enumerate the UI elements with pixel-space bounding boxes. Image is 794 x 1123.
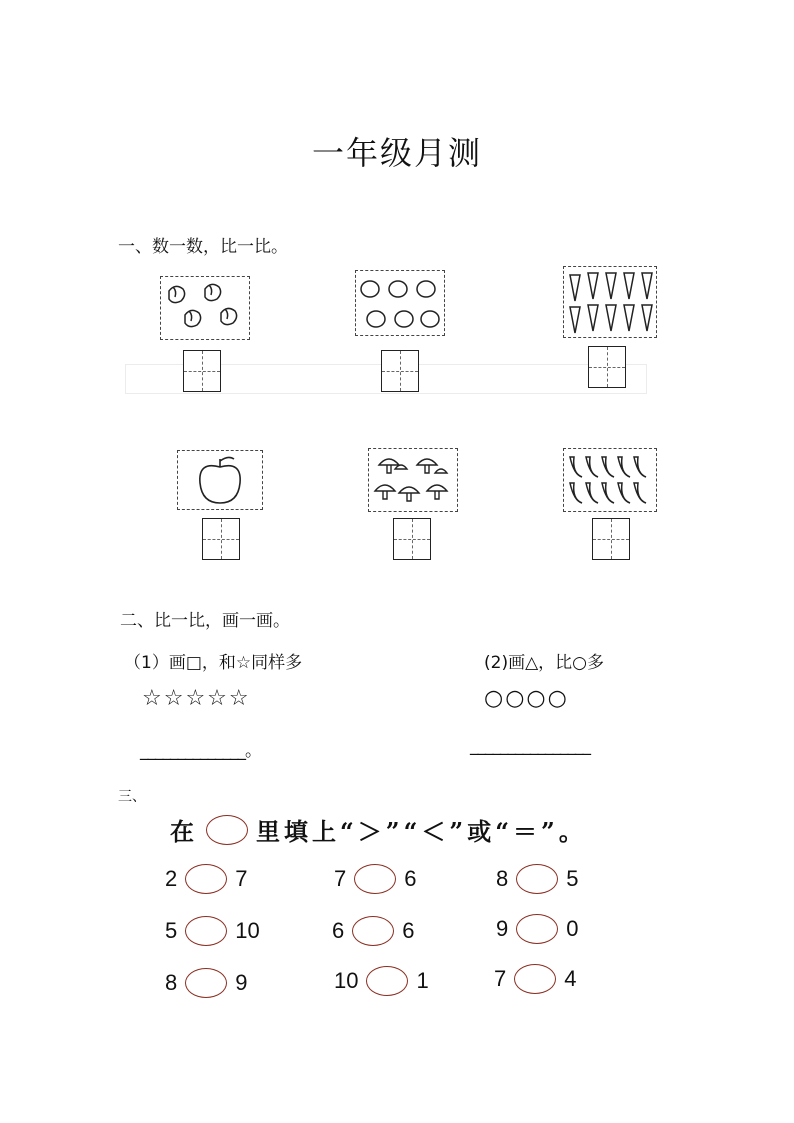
left-number: 9: [496, 916, 509, 941]
answer-line-1[interactable]: ______________。: [140, 741, 261, 761]
right-number: 6: [402, 918, 415, 943]
left-number: 7: [494, 966, 507, 991]
picture-box-apple: [177, 450, 263, 510]
comparison-item: [165, 916, 260, 946]
answer-oval[interactable]: [352, 916, 394, 946]
answer-box-5[interactable]: [393, 518, 431, 560]
answer-box-3[interactable]: [588, 346, 626, 388]
answer-oval[interactable]: [516, 914, 558, 944]
picture-box-banana: [563, 448, 657, 512]
answer-oval[interactable]: [354, 864, 396, 894]
answer-oval[interactable]: [516, 864, 558, 894]
picture-box-lemon: [355, 270, 445, 336]
comparison-item: [494, 964, 577, 994]
left-number: 2: [165, 866, 178, 891]
comparison-item: [165, 968, 248, 998]
picture-box-carrot: [563, 266, 657, 338]
left-number: 8: [165, 970, 178, 995]
right-number: 10: [235, 918, 260, 943]
sample-oval-icon: [206, 815, 248, 845]
answer-line-2[interactable]: ________________: [470, 736, 590, 756]
right-number: 6: [404, 866, 417, 891]
left-number: 10: [334, 968, 359, 993]
right-number: 5: [566, 866, 579, 891]
comparison-item: [334, 864, 417, 894]
lemon-icon: [356, 271, 444, 335]
picture-box-mushroom: [368, 448, 458, 512]
comparison-item: [334, 966, 429, 996]
left-number: 6: [332, 918, 345, 943]
mushroom-icon: [369, 449, 457, 511]
instruction-prefix: 在: [170, 817, 198, 846]
comparison-item: [496, 914, 579, 944]
comparison-item: [496, 864, 579, 894]
answer-box-4[interactable]: [202, 518, 240, 560]
right-number: 1: [416, 968, 429, 993]
answer-box-1[interactable]: [183, 350, 221, 392]
section-3-heading: 三、: [118, 789, 146, 805]
part-2-instruction: (2)画△，比○多: [484, 653, 604, 673]
apple-icon: [178, 451, 262, 509]
section-3-instruction: [170, 812, 587, 847]
right-number: 7: [235, 866, 248, 891]
left-number: 7: [334, 866, 347, 891]
picture-box-cabbage: [160, 276, 250, 340]
instruction-suffix: 里填上“＞”“＜”或“＝”。: [256, 817, 587, 846]
left-number: 8: [496, 866, 509, 891]
right-number: 4: [564, 966, 577, 991]
section-2-heading: 二、比一比，画一画。: [120, 611, 290, 631]
answer-box-6[interactable]: [592, 518, 630, 560]
comparison-item: [332, 916, 415, 946]
answer-oval[interactable]: [366, 966, 408, 996]
banana-icon: [564, 449, 656, 511]
left-number: 5: [165, 918, 178, 943]
star-row: ☆☆☆☆☆: [142, 686, 251, 711]
answer-oval[interactable]: [185, 968, 227, 998]
cabbage-icon: [161, 277, 249, 339]
answer-oval[interactable]: [514, 964, 556, 994]
part-1-instruction: （1）画□，和☆同样多: [124, 653, 303, 673]
right-number: 9: [235, 970, 248, 995]
answer-box-2[interactable]: [381, 350, 419, 392]
page-title: 一年级月测: [311, 134, 482, 172]
comparison-item: [165, 864, 248, 894]
answer-oval[interactable]: [185, 916, 227, 946]
circle-row: ○○○○: [484, 686, 569, 711]
carrot-icon: [564, 267, 656, 337]
right-number: 0: [566, 916, 579, 941]
section-1-heading: 一、数一数，比一比。: [118, 237, 288, 257]
answer-oval[interactable]: [185, 864, 227, 894]
